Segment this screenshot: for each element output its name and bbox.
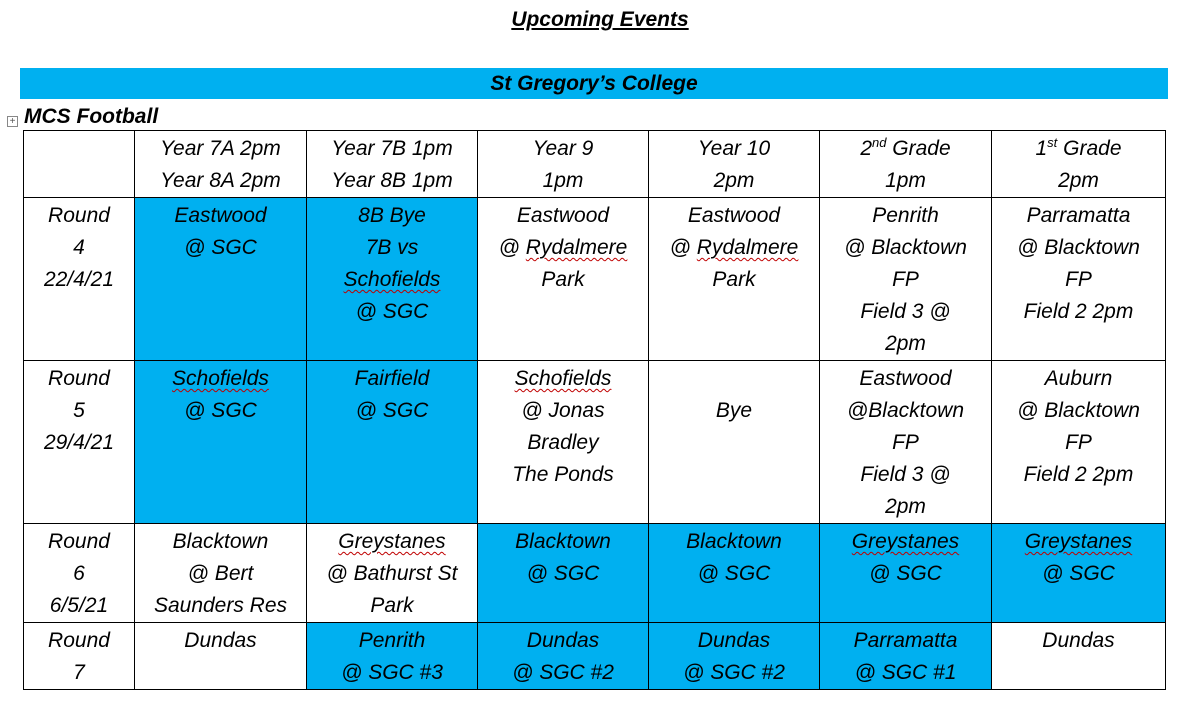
fixture-cell: Schofields @ Jonas Bradley The Ponds [478, 361, 649, 524]
table-caption: MCS Football [24, 105, 159, 128]
fixture-cell: Blacktown @ SGC [649, 524, 820, 623]
header-cell-blank [24, 131, 135, 198]
table-row [24, 198, 1166, 361]
table-row [24, 623, 1166, 690]
round-label-cell: Round 6 6/5/21 [24, 524, 135, 623]
header-cell-year9: Year 9 1pm [478, 131, 649, 198]
fixture-cell: Dundas @ SGC #2 [478, 623, 649, 690]
header-cell-2nd-grade: 2nd Grade 1pm [820, 131, 992, 198]
page-title: Upcoming Events [511, 8, 689, 31]
table-row [24, 524, 1166, 623]
fixture-cell: Blacktown @ Bert Saunders Res [135, 524, 307, 623]
fixture-cell: Dundas [992, 623, 1166, 690]
fixture-cell: Penrith @ SGC #3 [307, 623, 478, 690]
fixture-cell: Eastwood @ Rydalmere Park [478, 198, 649, 361]
fixture-cell: Parramatta @ SGC #1 [820, 623, 992, 690]
header-cell-year7a: Year 7A 2pm Year 8A 2pm [135, 131, 307, 198]
fixtures-table [23, 130, 1166, 690]
fixture-cell: Penrith @ Blacktown FP Field 3 @ 2pm [820, 198, 992, 361]
fixture-cell: Dundas @ SGC #2 [649, 623, 820, 690]
move-handle-icon[interactable]: + [7, 116, 18, 127]
header-cell-1st-grade: 1st Grade 2pm [992, 131, 1166, 198]
fixture-cell: 8B Bye 7B vs Schofields @ SGC [307, 198, 478, 361]
header-cell-year10: Year 10 2pm [649, 131, 820, 198]
fixture-cell: Eastwood @Blacktown FP Field 3 @ 2pm [820, 361, 992, 524]
table-row [24, 361, 1166, 524]
fixture-cell: Eastwood @ Rydalmere Park [649, 198, 820, 361]
college-banner: St Gregory’s College [20, 68, 1168, 99]
round-label-cell: Round 7 [24, 623, 135, 690]
round-label-cell: Round 4 22/4/21 [24, 198, 135, 361]
fixture-cell: Fairfield @ SGC [307, 361, 478, 524]
fixture-cell: Greystanes @ Bathurst St Park [307, 524, 478, 623]
round-label-cell: Round 5 29/4/21 [24, 361, 135, 524]
fixture-cell: Dundas [135, 623, 307, 690]
header-cell-year7b: Year 7B 1pm Year 8B 1pm [307, 131, 478, 198]
fixture-cell: Auburn @ Blacktown FP Field 2 2pm [992, 361, 1166, 524]
header-row [24, 131, 1166, 198]
fixture-cell: Eastwood @ SGC [135, 198, 307, 361]
fixture-cell: Greystanes @ SGC [820, 524, 992, 623]
fixture-cell: Blacktown @ SGC [478, 524, 649, 623]
fixture-cell: Bye [649, 361, 820, 524]
fixture-cell: Parramatta @ Blacktown FP Field 2 2pm [992, 198, 1166, 361]
fixture-cell: Schofields @ SGC [135, 361, 307, 524]
fixture-cell: Greystanes @ SGC [992, 524, 1166, 623]
